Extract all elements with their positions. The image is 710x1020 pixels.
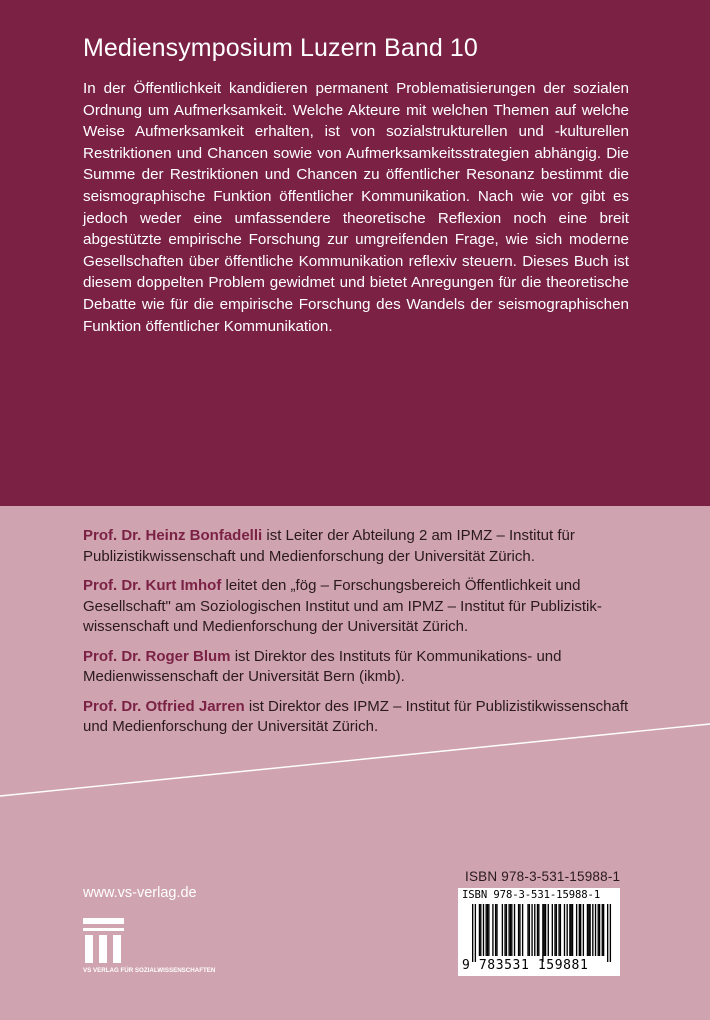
- barcode-bar: [567, 904, 568, 956]
- barcode-bar: [592, 904, 593, 956]
- barcode-bar: [544, 904, 545, 956]
- barcode-bar: [607, 904, 608, 962]
- barcode-bar: [486, 904, 487, 956]
- barcode-bar: [538, 904, 539, 956]
- barcode-bar: [504, 904, 505, 956]
- barcode-digits: 9 783531 159881: [462, 958, 589, 973]
- barcode-bar: [572, 904, 573, 956]
- author-entry: [83, 576, 643, 638]
- barcode-bar: [529, 904, 530, 956]
- barcode-bar: [472, 904, 473, 962]
- publisher-logo: [83, 916, 243, 974]
- barcode-bar: [603, 904, 604, 956]
- barcode-bar: [610, 904, 611, 962]
- barcode-bar: [510, 904, 511, 956]
- barcode-bar: [483, 904, 484, 956]
- barcode-bar: [542, 904, 543, 962]
- barcode-bar: [508, 904, 509, 956]
- barcode-bar: [554, 904, 555, 956]
- barcode-bar: [556, 904, 557, 956]
- barcode-bar: [511, 904, 512, 956]
- barcode-bar: [506, 904, 507, 956]
- author-bio: leitet den „fög – Forschungsbereich Öffentlichkeit und Gesellschaft" am Soziologischen Institut und am IPMZ – Institut für Publizistikwissenschaft und Medienforschung der Universität Zürich.: [83, 577, 602, 635]
- author-name: Prof. Dr. Otfried Jarren: [83, 697, 245, 715]
- barcode-bar: [495, 904, 496, 956]
- barcode-bar: [492, 904, 493, 956]
- author-name: Prof. Dr. Heinz Bonfadelli: [83, 527, 263, 544]
- barcode-bar: [548, 904, 549, 956]
- barcode-bar: [518, 904, 519, 956]
- barcode-bar: [480, 904, 481, 956]
- barcode: [458, 888, 620, 976]
- barcode-bar: [514, 904, 515, 956]
- barcode-bar: [579, 904, 580, 956]
- barcode-bar: [602, 904, 603, 956]
- barcode-bar: [527, 904, 528, 956]
- barcode-bar: [587, 904, 588, 956]
- barcode-bar: [552, 904, 553, 956]
- barcode-bar: [583, 904, 584, 956]
- author-entry: [83, 526, 643, 567]
- barcode-bar: [531, 904, 532, 956]
- barcode-bar: [537, 904, 538, 956]
- author-bio: ist Direktor des IPMZ – Institut für Publizistikwissenschaft und Medienforschung der Universität Zürich.: [83, 697, 629, 735]
- barcode-bar: [599, 904, 600, 956]
- isbn-label: ISBN 978-3-531-15988-1: [465, 869, 621, 884]
- barcode-bar: [545, 904, 546, 956]
- barcode-bar: [576, 904, 577, 956]
- barcode-bar: [595, 904, 596, 956]
- author-bio: ist Leiter der Abteilung 2 am IPMZ – Institut für Publizistikwissenschaft und Medienforschung der Universität Zürich.: [83, 527, 575, 565]
- barcode-bar: [487, 904, 488, 956]
- author-entry: [83, 647, 643, 688]
- barcode-bar: [534, 904, 535, 956]
- series-title: Mediensymposium Luzern Band 10: [83, 34, 478, 62]
- website-link[interactable]: www.vs-verlag.de: [83, 885, 197, 901]
- barcode-bar: [519, 904, 520, 956]
- barcode-bar: [569, 904, 570, 956]
- barcode-bar: [475, 904, 476, 962]
- barcode-bar: [598, 904, 599, 956]
- author-bio: ist Direktor des Instituts für Kommunikations- und Medienwissenschaft der Universität Bern (ikmb).: [83, 647, 562, 685]
- barcode-bar: [479, 904, 480, 956]
- top-panel: [0, 0, 710, 506]
- publisher-name: VS VERLAG FÜR SOZIALWISSENSCHAFTEN: [83, 967, 216, 974]
- barcode-bar: [496, 904, 497, 956]
- barcode-bar: [522, 904, 523, 956]
- barcode-bar: [589, 904, 590, 956]
- barcode-bar: [564, 904, 565, 956]
- barcode-bar: [488, 904, 489, 956]
- barcode-bar: [588, 904, 589, 956]
- barcode-bar: [560, 904, 561, 956]
- author-name: Prof. Dr. Kurt Imhof: [83, 577, 222, 594]
- barcode-bar: [571, 904, 572, 956]
- barcode-bar: [580, 904, 581, 956]
- barcode-bar: [502, 904, 503, 956]
- barcode-bar: [558, 904, 559, 956]
- author-name: Prof. Dr. Roger Blum: [83, 647, 231, 665]
- diagonal-line: [0, 697, 710, 810]
- barcode-isbn-text: ISBN 978-3-531-15988-1: [462, 889, 601, 901]
- blurb-text: In der Öffentlichkeit kandidieren permanent Problematisierungen der sozialen Ordnung um Aufmerksamkeit. Welche Akteure mit welchen Themen auf welche Weise Aufmerksamkeit erhalten, ist von sozialstrukturellen und -kulturellen Restriktionen und Chancen sowie von Aufmerksamkeitsstrategien abhängig. Die Summe der Restriktionen und Chancen zu öffentlicher Resonanz bestimmt die seismographische Funktion öffentlicher Kommunikation. Nach wie vor gibt es jedoch weder eine umfassendere theoretische Reflexion noch eine breit abgestützte empirische Forschung zur umgreifenden Frage, wie sich moderne Gesellschaften über öffentliche Kommunikation reflexiv steuern. Dieses Buch ist diesem doppelten Problem gewidmet und bietet Anregungen für die theoretische Debatte wie für die empirische Forschung des Wandels der seismographischen Funktion öffentlicher Kommunikation.: [83, 80, 629, 335]
